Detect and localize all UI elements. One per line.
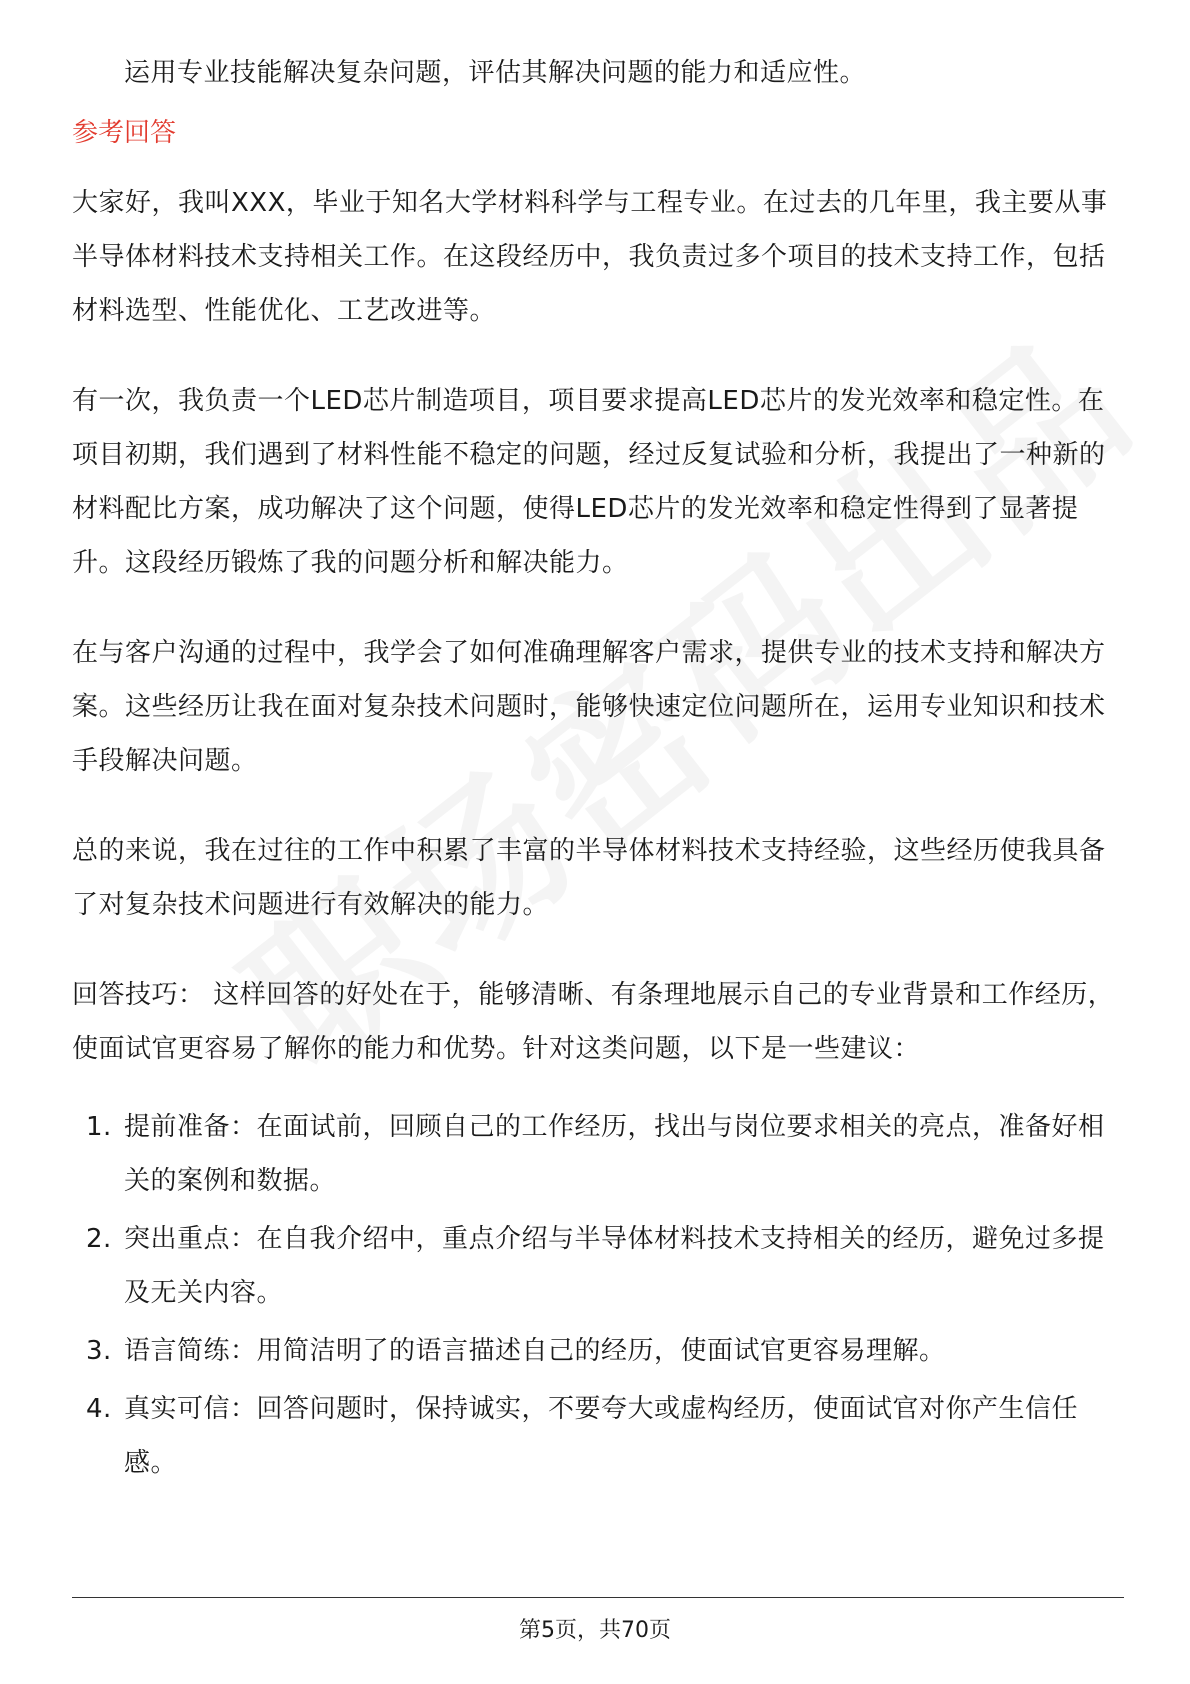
- list-item-number: 4.: [86, 1394, 112, 1424]
- list-item-number: 1.: [86, 1112, 112, 1142]
- list-item-text: 真实可信：回答问题时，保持诚实，不要夸大或虚构经历，使面试官对你产生信任感。: [124, 1394, 1079, 1478]
- paragraph-customer: 在与客户沟通的过程中，我学会了如何准确理解客户需求，提供专业的技术支持和解决方案。这些经历让我在面对复杂技术问题时，能够快速定位问题所在，运用专业知识和技术手段解决问题。: [72, 638, 1106, 776]
- section-title: 参考回答: [72, 118, 177, 148]
- paragraph-summary: 总的来说，我在过往的工作中积累了丰富的半导体材料技术支持经验，这些经历使我具备了对复杂技术问题进行有效解决的能力。: [72, 836, 1106, 920]
- list-item-number: 3.: [86, 1336, 112, 1366]
- page-content: [72, 46, 1122, 1494]
- footer-divider: [72, 1597, 1124, 1598]
- list-item: [72, 1324, 1122, 1378]
- paragraph-answer-tips: 回答技巧： 这样回答的好处在于，能够清晰、有条理地展示自己的专业背景和工作经历，使面试官更容易了解你的能力和优势。针对这类问题，以下是一些建议：: [72, 980, 1115, 1064]
- intro-line: 运用专业技能解决复杂问题，评估其解决问题的能力和适应性。: [124, 58, 867, 88]
- page-number: 第5页，共70页: [519, 1618, 671, 1643]
- list-item-number: 2.: [86, 1224, 112, 1254]
- paragraph-led-project: 有一次，我负责一个LED芯片制造项目，项目要求提高LED芯片的发光效率和稳定性。在项目初期，我们遇到了材料性能不稳定的问题，经过反复试验和分析，我提出了一种新的材料配比方案，成功解决了这个问题，使得LED芯片的发光效率和稳定性得到了显著提升。这段经历锻炼了我的问题分析和解决能力。: [72, 386, 1106, 578]
- list-item-text: 语言简练：用简洁明了的语言描述自己的经历，使面试官更容易理解。: [124, 1336, 946, 1366]
- list-item: [72, 1212, 1122, 1320]
- list-item: [72, 1382, 1122, 1490]
- paragraph-intro: 大家好，我叫XXX，毕业于知名大学材料科学与工程专业。在过去的几年里，我主要从事半导体材料技术支持相关工作。在这段经历中，我负责过多个项目的技术支持工作，包括材料选型、性能优化、工艺改进等。: [72, 188, 1108, 326]
- list-item-text: 突出重点：在自我介绍中，重点介绍与半导体材料技术支持相关的经历，避免过多提及无关内容。: [124, 1224, 1105, 1308]
- list-item-text: 提前准备：在面试前，回顾自己的工作经历，找出与岗位要求相关的亮点，准备好相关的案例和数据。: [124, 1112, 1105, 1196]
- tips-list: [72, 1100, 1122, 1490]
- list-item: [72, 1100, 1122, 1208]
